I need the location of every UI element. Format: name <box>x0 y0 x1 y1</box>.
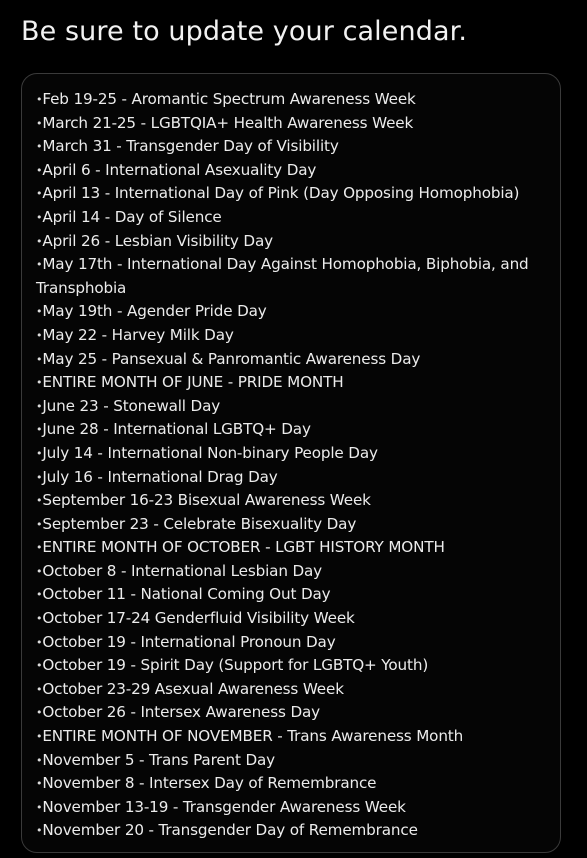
bullet-icon: • <box>36 116 43 130</box>
calendar-list-item <box>36 725 552 749</box>
bullet-icon: • <box>36 187 43 201</box>
bullet-icon: • <box>36 753 43 767</box>
calendar-item-text: November 8 - Intersex Day of Remembrance <box>42 774 377 793</box>
bullet-icon: • <box>36 777 43 791</box>
bullet-icon: • <box>36 588 43 602</box>
calendar-list-item <box>36 206 552 230</box>
bullet-icon: • <box>36 612 43 626</box>
calendar-list-item <box>36 418 552 442</box>
calendar-item-text: ENTIRE MONTH OF JUNE - PRIDE MONTH <box>42 373 344 392</box>
calendar-list-item <box>36 536 552 560</box>
calendar-list-item <box>36 631 552 655</box>
bullet-icon: • <box>36 470 43 484</box>
calendar-list-item <box>36 442 552 466</box>
calendar-list-item <box>36 607 552 631</box>
bullet-icon: • <box>36 564 43 578</box>
bullet-icon: • <box>36 399 43 413</box>
calendar-list-item <box>36 182 552 206</box>
calendar-item-text: November 20 - Transgender Day of Remembrance <box>42 821 418 840</box>
calendar-item-text: ENTIRE MONTH OF OCTOBER - LGBT HISTORY MONTH <box>42 538 445 557</box>
bullet-icon: • <box>36 517 43 531</box>
post-text: Be sure to update your calendar. <box>21 16 467 47</box>
bullet-icon: • <box>36 824 43 838</box>
calendar-item-text: October 8 - International Lesbian Day <box>42 561 323 580</box>
calendar-item-text: April 6 - International Asexuality Day <box>42 160 317 179</box>
calendar-item-text: May 22 - Harvey Milk Day <box>42 325 234 344</box>
calendar-item-text: June 23 - Stonewall Day <box>42 396 221 415</box>
calendar-item-text: ENTIRE MONTH OF NOVEMBER - Trans Awareness Month <box>42 727 464 746</box>
calendar-item-text: October 19 - International Pronoun Day <box>42 632 336 651</box>
bullet-icon: • <box>36 446 43 460</box>
bullet-icon: • <box>36 682 43 696</box>
calendar-item-text: October 26 - Intersex Awareness Day <box>42 703 320 722</box>
calendar-list-item <box>36 253 552 300</box>
calendar-list-item <box>36 300 552 324</box>
calendar-list-item <box>36 88 552 112</box>
calendar-item-text: April 13 - International Day of Pink (Day Opposing Homophobia) <box>42 184 520 203</box>
bullet-icon: • <box>36 328 43 342</box>
calendar-list-item <box>36 654 552 678</box>
bullet-icon: • <box>36 140 43 154</box>
bullet-icon: • <box>36 210 43 224</box>
bullet-icon: • <box>36 376 43 390</box>
calendar-item-text: March 21-25 - LGBTQIA+ Health Awareness Week <box>42 113 414 132</box>
calendar-item-text: October 11 - National Coming Out Day <box>42 585 331 604</box>
calendar-item-text: Feb 19-25 - Aromantic Spectrum Awareness Week <box>42 90 416 108</box>
calendar-item-text: September 16-23 Bisexual Awareness Week <box>42 491 371 510</box>
calendar-list-item <box>36 749 552 773</box>
calendar-list-item <box>36 513 552 537</box>
calendar-list-item <box>36 324 552 348</box>
calendar-item-text: May 25 - Pansexual & Panromantic Awareness Day <box>42 349 421 368</box>
calendar-list-item <box>36 678 552 702</box>
bullet-icon: • <box>36 541 43 555</box>
calendar-item-text: May 17th - International Day Against Homophobia, Biphobia, and Transphobia <box>36 255 529 297</box>
calendar-list-item <box>36 348 552 372</box>
calendar-item-text: June 28 - International LGBTQ+ Day <box>42 420 311 439</box>
calendar-list-item <box>36 159 552 183</box>
calendar-list-item <box>36 583 552 607</box>
calendar-list-item <box>36 701 552 725</box>
calendar-item-text: November 5 - Trans Parent Day <box>42 750 276 769</box>
calendar-list-item <box>36 466 552 490</box>
bullet-icon: • <box>36 659 43 673</box>
calendar-item-text: November 13-19 - Transgender Awareness Week <box>42 797 406 816</box>
calendar-item-text: July 14 - International Non-binary People Day <box>42 443 378 462</box>
bullet-icon: • <box>36 494 43 508</box>
bullet-icon: • <box>36 305 43 319</box>
bullet-icon: • <box>36 635 43 649</box>
calendar-item-text: July 16 - International Drag Day <box>42 467 278 486</box>
calendar-list-item <box>36 395 552 419</box>
calendar-image-card[interactable] <box>21 73 561 853</box>
calendar-list-item <box>36 112 552 136</box>
bullet-icon: • <box>36 800 43 814</box>
calendar-item-text: April 14 - Day of Silence <box>42 207 222 226</box>
bullet-icon: • <box>36 234 43 248</box>
calendar-item-text: April 26 - Lesbian Visibility Day <box>42 231 273 250</box>
calendar-list <box>36 88 552 843</box>
bullet-icon: • <box>36 423 43 437</box>
calendar-list-item <box>36 772 552 796</box>
bullet-icon: • <box>36 93 43 106</box>
calendar-item-text: March 31 - Transgender Day of Visibility <box>42 137 339 156</box>
bullet-icon: • <box>36 706 43 720</box>
calendar-list-item <box>36 135 552 159</box>
calendar-list-item <box>36 371 552 395</box>
calendar-item-text: May 19th - Agender Pride Day <box>42 302 267 321</box>
calendar-item-text: October 19 - Spirit Day (Support for LGBTQ+ Youth) <box>42 656 429 675</box>
calendar-list-item <box>36 796 552 820</box>
calendar-item-text: September 23 - Celebrate Bisexuality Day <box>42 514 357 533</box>
bullet-icon: • <box>36 352 43 366</box>
calendar-list-item <box>36 230 552 254</box>
bullet-icon: • <box>36 163 43 177</box>
calendar-item-text: October 23-29 Asexual Awareness Week <box>42 679 344 698</box>
calendar-item-text: October 17-24 Genderfluid Visibility Week <box>42 609 355 628</box>
calendar-list-item <box>36 489 552 513</box>
bullet-icon: • <box>36 730 43 744</box>
calendar-list-item <box>36 560 552 584</box>
bullet-icon: • <box>36 258 43 272</box>
calendar-list-item <box>36 819 552 843</box>
